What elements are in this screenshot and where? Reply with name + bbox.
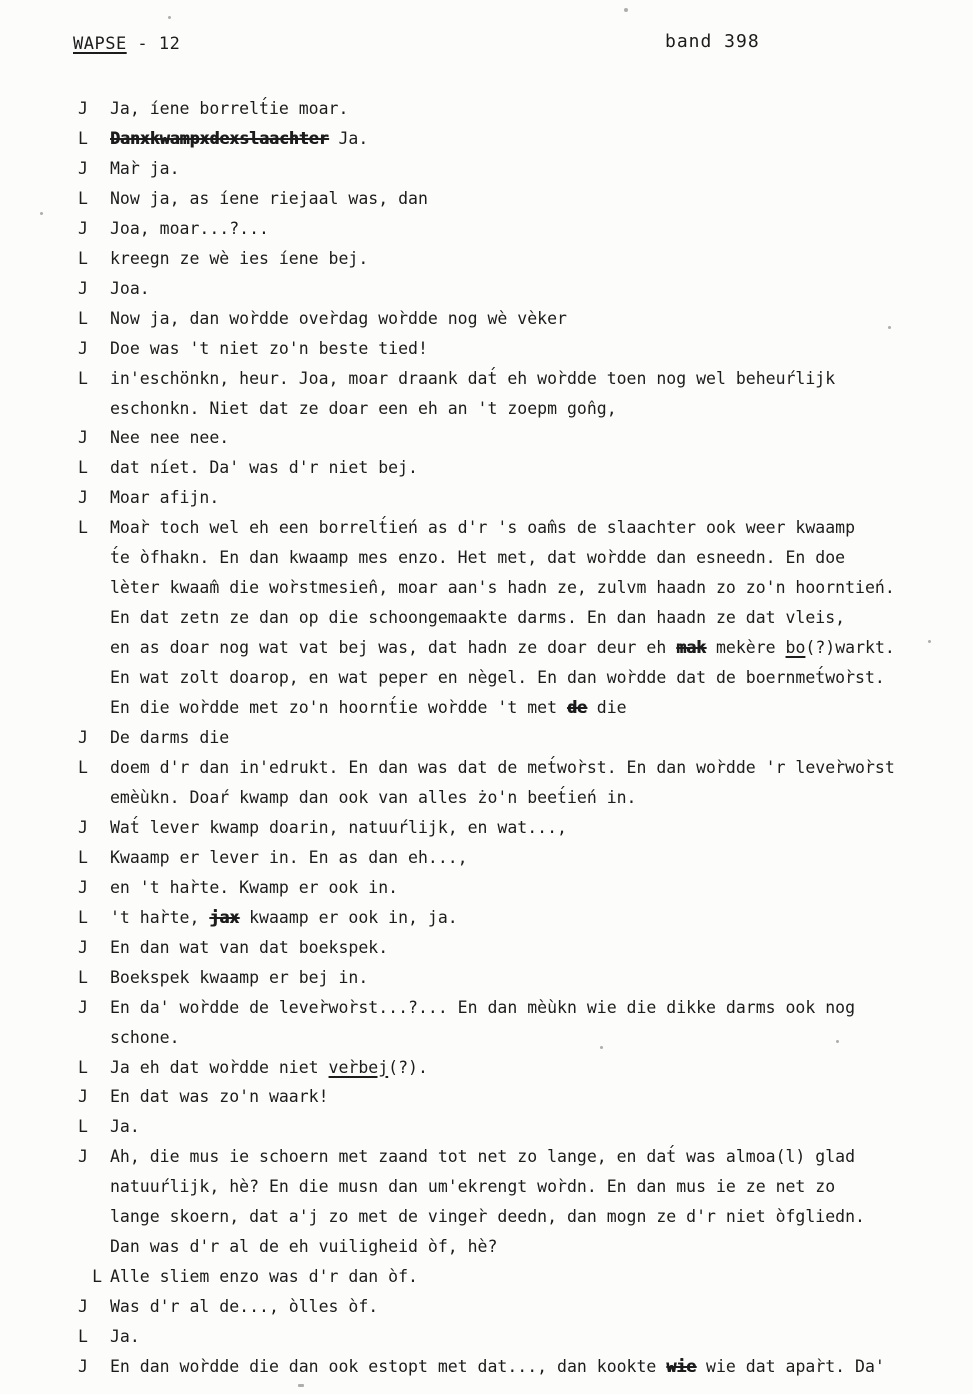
text-segment: in'eschönkn, heur. Joa, moar draank dat́ eh wor̀dde toen nog wel beheuŕlijk [110,368,836,388]
band-number: band 398 [665,31,760,52]
speaker-label: J [78,1087,88,1107]
transcript-line [78,513,973,543]
line-text [110,94,973,124]
speaker-label: L [78,458,88,478]
text-segment: Joa. [110,278,150,298]
speaker-label: J [78,488,88,508]
text-segment: Moar afijn. [110,488,220,508]
line-text [110,1082,973,1112]
transcript-line [78,723,973,753]
transcript-line [78,274,973,304]
line-text [110,903,973,933]
line-text [110,364,973,394]
page-title-location: WAPSE [73,34,127,54]
line-text [110,483,973,513]
speaker-label: J [78,428,88,448]
transcript-line [78,873,973,903]
text-segment: Kwaamp er lever in. En as dan eh..., [110,847,468,867]
line-text [110,513,973,543]
transcript-line [78,603,973,633]
transcript-line [78,1112,973,1142]
line-text [110,304,973,334]
text-segment: en 't har̀te. Kwamp er ook in. [110,877,399,897]
transcript-line [78,364,973,394]
speaker-label: L [78,248,88,268]
transcript-line [78,1352,973,1382]
transcript-line [78,903,973,933]
text-segment: Wat́ lever kwamp doarin, natuuŕlijk, en wat..., [110,817,567,837]
text-segment: Ja eh dat wor̀dde niet [110,1057,329,1077]
line-text [110,394,973,424]
line-text [110,1202,973,1232]
line-text [110,933,973,963]
text-segment: Doe was 't niet zo'n beste tied! [110,338,428,358]
line-text [110,693,973,723]
line-text [110,753,973,783]
underlined-text: bo [785,638,806,658]
text-segment: doem d'r dan in'edrukt. En dan was dat de met́wor̀st. En dan wor̀dde 'r lever̀wor̀st [110,757,895,777]
text-segment: natuuŕlijk, hè? En die musn dan um'ekrengt wor̀dn. En dan mus ie ze net zo [110,1177,836,1197]
text-segment: De darms die [110,728,230,748]
speaker-label: L [78,847,88,867]
line-text [110,423,973,453]
transcript-line [78,1053,973,1083]
overstruck-text: Danxkwampxdexslaachter [110,128,329,148]
transcript-line [78,154,973,184]
scan-speck [600,1046,603,1049]
speaker-label: J [78,1147,88,1167]
line-text [110,453,973,483]
text-segment: En dat zetn ze dan op die schoongemaakte darms. En dan haadn ze dat vleis, [110,608,846,628]
text-segment: en as doar nog wat vat bej was, dat hadn ze doar deur eh [110,638,677,658]
text-segment: Ah, die mus ie schoern met zaand tot net zo lange, en dat́ was almoa(l) glad [110,1147,856,1167]
transcript-line [78,993,973,1023]
text-segment: En dan wat van dat boekspek. [110,937,389,957]
text-segment: schone. [110,1027,180,1047]
transcript-line [78,483,973,513]
transcript-line [78,1292,973,1322]
speaker-label: L [92,1267,102,1287]
text-segment: Was d'r al de..., òlles òf. [110,1297,379,1317]
line-text [110,214,973,244]
speaker-label: J [78,218,88,238]
text-segment: mekère [706,638,786,658]
transcript-line [78,633,973,663]
transcript-line [78,334,973,364]
transcript-line [78,543,973,573]
text-segment: kwaamp er ook in, ja. [239,907,458,927]
text-segment: eschonkn. Niet dat ze doar een eh an 't zoepm gon̂g, [110,398,617,418]
text-segment: En dan wor̀dde die dan ook estopt met dat..., dan kookte [110,1357,667,1377]
line-text [110,334,973,364]
line-text [110,1322,973,1352]
line-text [110,723,973,753]
speaker-label: J [78,338,88,358]
line-text [110,1112,973,1142]
text-segment: die [586,698,627,718]
line-text [110,873,973,903]
underlined-text: ver̀bej [328,1057,389,1077]
transcript-line [78,423,973,453]
text-segment: 't har̀te, [110,907,210,927]
scan-speck [40,212,43,215]
line-text [110,963,973,993]
speaker-label: L [78,1327,88,1347]
text-segment: En dat was zo'n waark! [110,1087,329,1107]
transcript-line [78,244,973,274]
text-segment: Dan was d'r al de eh vuiligheid òf, hè? [110,1237,498,1257]
text-segment: En die wor̀dde met zo'n hoornt́ie wor̀dde 't met [110,698,567,718]
speaker-label: J [78,1357,88,1377]
transcript-line [78,573,973,603]
text-segment: Ja, íene borrelt́ie moar. [110,99,349,118]
line-text [110,663,973,693]
text-segment: Nee nee nee. [110,428,230,448]
line-text [110,244,973,274]
scan-speck [624,8,628,12]
text-segment: Ja. [110,1117,140,1137]
text-segment: Ja. [110,1327,140,1347]
transcript-line [78,1142,973,1172]
transcript-line [78,783,973,813]
speaker-label: J [78,937,88,957]
scan-speck [928,640,931,643]
speaker-label: L [78,188,88,208]
line-text [110,1352,973,1382]
text-segment: Joa, moar...?... [110,218,269,238]
scan-speck [836,1040,839,1043]
line-text [110,1232,973,1262]
speaker-label: L [78,518,88,538]
transcript-line [78,184,973,214]
line-text [110,1262,973,1292]
text-segment: Now ja, dan wor̀dde over̀dag wor̀dde nog wè vèker [110,308,567,328]
page-title [73,34,180,54]
transcript-line [78,394,973,424]
text-segment: Mar̀ ja. [110,158,180,178]
line-text [110,124,973,154]
speaker-label: L [78,907,88,927]
text-segment: Moar̀ toch wel eh een borrelt́ień as d'r 's oam̂s de slaachter ook weer kwaamp [110,518,856,538]
overstruck-text: mak [676,638,707,658]
transcript-line [78,1082,973,1112]
speaker-label: J [78,278,88,298]
line-text [110,274,973,304]
line-text [110,1023,973,1053]
line-text [110,543,973,573]
text-segment: wie dat apar̀t. Da' [696,1357,885,1377]
speaker-label: J [78,99,88,118]
overstruck-text: wie [666,1357,697,1377]
text-segment: (?). [388,1057,428,1077]
transcript-line [78,1232,973,1262]
speaker-label: J [78,817,88,837]
speaker-label: J [78,997,88,1017]
speaker-label: L [78,128,88,148]
transcript-line [78,453,973,483]
line-text [110,1292,973,1322]
transcript-line [78,1322,973,1352]
transcript-line [78,963,973,993]
line-text [110,154,973,184]
speaker-label: J [78,158,88,178]
transcript-line [78,693,973,723]
transcript-line [78,214,973,244]
transcript-line [78,1023,973,1053]
line-text [110,843,973,873]
speaker-label: J [78,728,88,748]
text-segment: Now ja, as íene riejaal was, dan [110,188,428,208]
text-segment: En da' wor̀dde de lever̀wor̀st...?... En dan mèùkn wie die dikke darms ook nog [110,997,856,1017]
speaker-label: J [78,1297,88,1317]
speaker-label: L [78,368,88,388]
line-text [110,813,973,843]
text-segment: kreegn ze wè ies íene bej. [110,248,369,268]
scan-speck [298,1384,304,1387]
transcript-line [78,663,973,693]
text-segment: t́e òfhakn. En dan kwaamp mes enzo. Het met, dat wor̀dde dan esneedn. En doe [110,548,846,568]
transcript-line [78,843,973,873]
text-segment: lèter kwaam̂ die wor̀stmesien̂, moar aan's hadn ze, zulvm haadn zo zo'n hoorntień. [110,578,895,598]
transcript-line [78,933,973,963]
line-text [110,603,973,633]
line-text [110,633,973,663]
overstruck-text: de [566,698,587,718]
page-title-number: - 12 [126,34,181,54]
text-segment: Ja. [328,128,369,148]
speaker-label: L [78,1117,88,1137]
text-segment: dat níet. Da' was d'r niet bej. [110,458,418,478]
text-segment: Boekspek kwaamp er bej in. [110,967,369,987]
line-text [110,783,973,813]
text-segment: emèùkn. Doaŕ kwamp dan ook van alles żo'n beet́ień in. [110,787,637,807]
text-segment: (?)warkt. [805,638,895,658]
line-text [110,993,973,1023]
line-text [110,1053,973,1083]
scan-speck [168,16,171,19]
line-text [110,1172,973,1202]
speaker-label: L [78,757,88,777]
text-segment: Alle sliem enzo was d'r dan òf. [110,1267,418,1287]
speaker-label: J [78,877,88,897]
transcript-line [78,1172,973,1202]
speaker-label: L [78,967,88,987]
speaker-label: L [78,1057,88,1077]
speaker-label: L [78,308,88,328]
text-segment: lange skoern, dat a'j zo met de vinger̀ deedn, dan mogn ze d'r niet òfgliedn. [110,1207,865,1227]
line-text [110,573,973,603]
transcript-line [78,94,973,124]
line-text [110,1142,973,1172]
transcript-line [78,813,973,843]
transcript-line [78,1262,973,1292]
scan-speck [888,326,891,329]
transcript-line [78,124,973,154]
text-segment: En wat zolt doarop, en wat peper en nègel. En dan wor̀dde dat de boernmet́wor̀st. [110,668,885,688]
transcript-line [78,1202,973,1232]
transcript-line [78,304,973,334]
transcript-line [78,753,973,783]
transcript [78,94,973,1382]
line-text [110,184,973,214]
overstruck-text: jax [209,907,240,927]
